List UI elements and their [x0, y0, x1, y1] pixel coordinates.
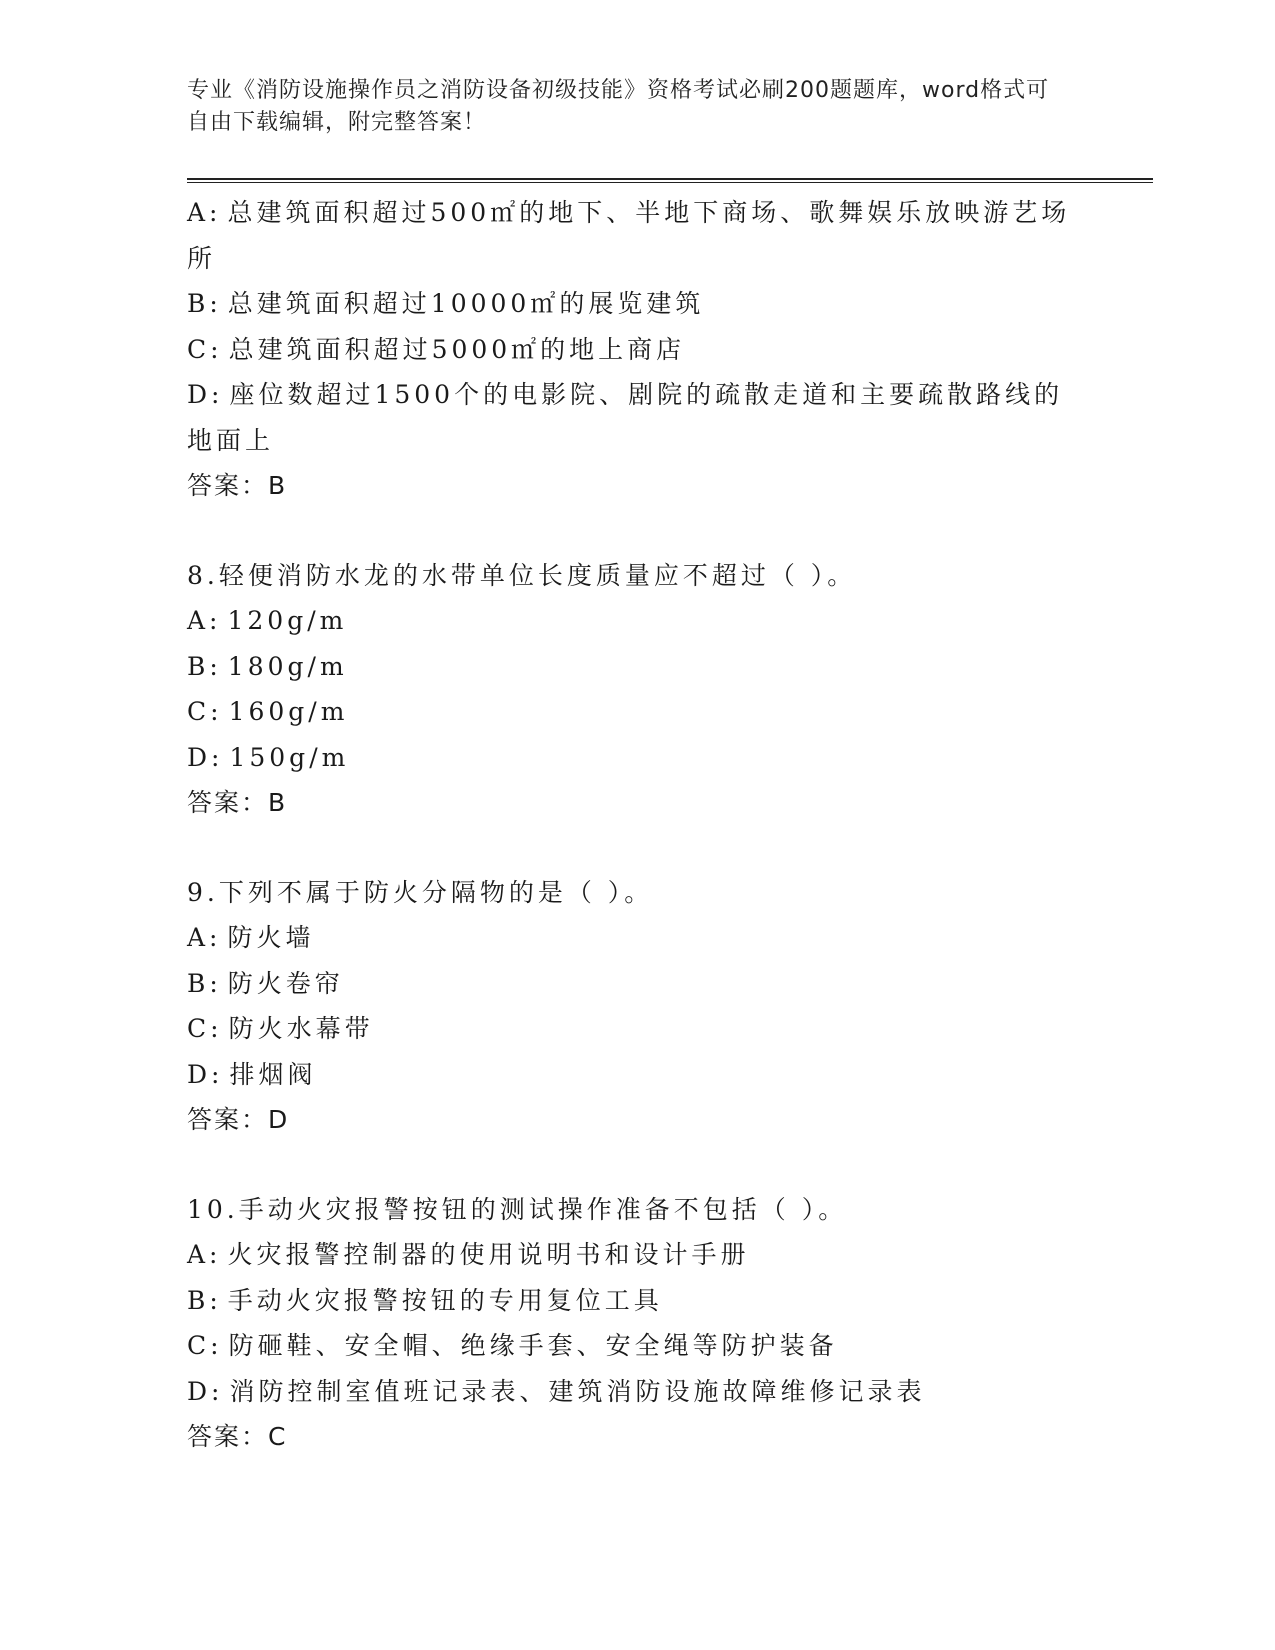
option-a: A: 防火墙 — [187, 923, 315, 952]
question-stem: 9.下列不属于防火分隔物的是（ ）。 — [187, 877, 654, 907]
question-stem: 10.手动火灾报警按钮的测试操作准备不包括（ ）。 — [187, 1194, 848, 1224]
option-b: B: 手动火灾报警按钮的专用复位工具 — [187, 1285, 663, 1315]
header-divider-thin — [187, 182, 1153, 183]
answer-line: 答案：D — [187, 1105, 290, 1134]
question-8 — [187, 553, 1077, 826]
answer-line: 答案：B — [187, 471, 288, 500]
option-a: A: 120g/m — [187, 606, 348, 635]
option-b: B: 防火卷帘 — [187, 968, 344, 998]
document-header: 专业《消防设施操作员之消防设备初级技能》资格考试必刷200题题库，word格式可自由下载编辑，附完整答案！ — [187, 78, 1050, 135]
header-divider-thick — [187, 178, 1153, 180]
answer-line: 答案：C — [187, 1422, 288, 1451]
question-stem: 8.轻便消防水龙的水带单位长度质量应不超过（ ）。 — [187, 560, 857, 590]
option-b: B: 总建筑面积超过10000㎡的展览建筑 — [187, 289, 705, 318]
option-d: D: 排烟阀 — [187, 1059, 317, 1089]
option-a: A: 总建筑面积超过500㎡的地下、半地下商场、歌舞娱乐放映游艺场 — [187, 198, 1071, 227]
question-10 — [187, 1187, 1077, 1460]
option-d: D: 座位数超过1500个的电影院、剧院的疏散走道和主要疏散路线的 — [187, 380, 1064, 409]
option-c: C: 防砸鞋、安全帽、绝缘手套、安全绳等防护装备 — [187, 1331, 838, 1360]
option-a-continuation: 所 — [187, 243, 217, 273]
option-d: D: 150g/m — [187, 742, 350, 772]
option-b: B: 180g/m — [187, 651, 348, 681]
option-d: D: 消防控制室值班记录表、建筑消防设施故障维修记录表 — [187, 1376, 926, 1406]
question-list — [187, 190, 1077, 1460]
option-d-continuation: 地面上 — [187, 425, 275, 455]
option-c: C: 防火水幕带 — [187, 1014, 374, 1043]
question-spacer — [187, 826, 1077, 870]
option-c: C: 总建筑面积超过5000㎡的地上商店 — [187, 334, 686, 364]
option-a: A: 火灾报警控制器的使用说明书和设计手册 — [187, 1240, 750, 1269]
question-7 — [187, 190, 1077, 509]
option-c: C: 160g/m — [187, 697, 349, 726]
question-spacer — [187, 1143, 1077, 1187]
answer-line: 答案：B — [187, 788, 288, 817]
question-9 — [187, 870, 1077, 1143]
question-spacer — [187, 509, 1077, 553]
